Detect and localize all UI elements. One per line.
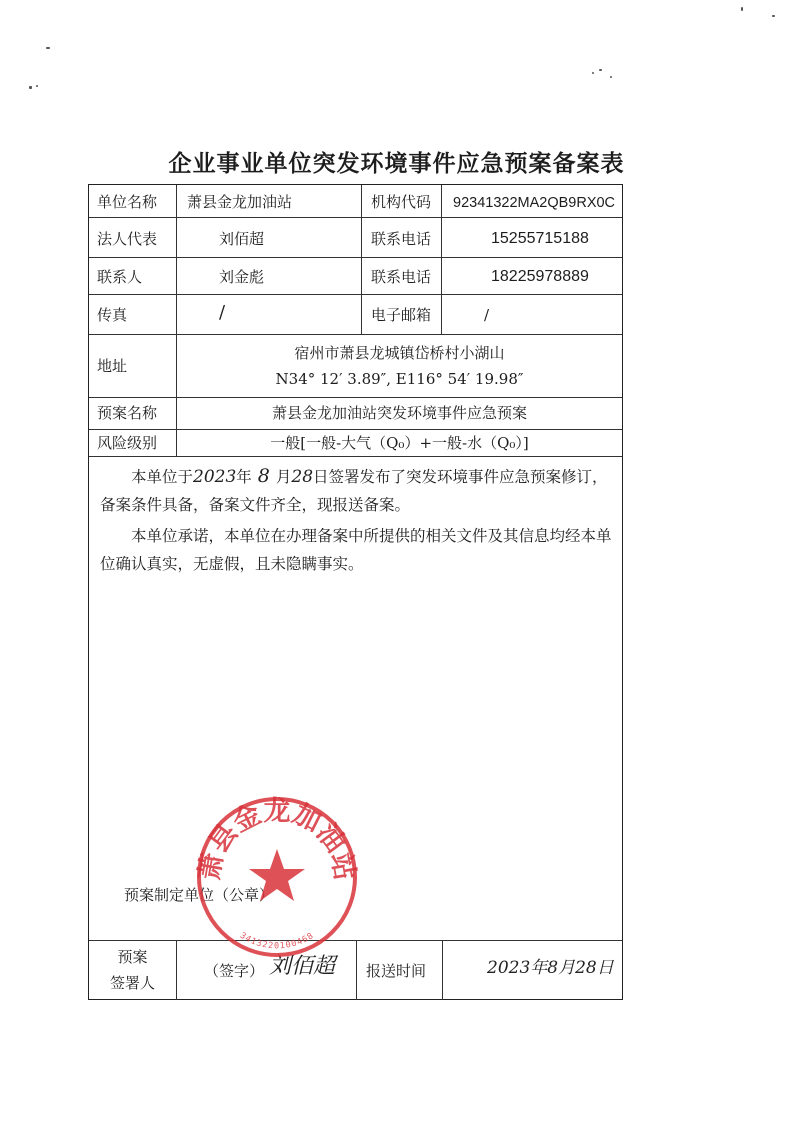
fax-label: 传真: [97, 306, 128, 324]
handwritten-year: 2023: [193, 467, 237, 487]
phone-value-1: 15255715188: [491, 230, 589, 247]
address-label: 地址: [97, 357, 128, 375]
legal-rep-label: 法人代表: [97, 230, 158, 248]
sign-hint: （签字）: [204, 962, 265, 980]
email-value: /: [484, 306, 490, 324]
seal-text: 萧县金龙加油站: [193, 795, 361, 883]
seal-code: 3413220100468: [237, 930, 317, 952]
handwritten-day: 28: [291, 467, 314, 487]
phone-label-2: 联系电话: [371, 268, 432, 286]
report-time-label: 报送时间: [366, 962, 427, 980]
address-line-2: N34° 12′ 3.89″, E116° 54′ 19.98″: [275, 370, 524, 388]
fax-value: /: [219, 302, 226, 323]
phone-label-1: 联系电话: [371, 230, 432, 248]
risk-level-value: 一般[一般-大气（Q₀）+一般-水（Q₀）]: [270, 434, 529, 452]
page-title: 企业事业单位突发环境事件应急预案备案表: [168, 151, 625, 177]
official-seal-stamp: [193, 793, 361, 961]
seal-star-icon: [249, 849, 305, 901]
email-label: 电子邮箱: [371, 306, 432, 324]
report-time-value: 2023年8月28日: [487, 958, 614, 978]
org-code-value: 92341322MA2QB9RX0C: [453, 195, 616, 211]
phone-value-2: 18225978889: [491, 268, 589, 285]
contact-value: 刘金彪: [219, 268, 265, 286]
address-line-1: 宿州市萧县龙城镇岱桥村小湖山: [294, 344, 505, 362]
org-code-label: 机构代码: [371, 193, 432, 211]
statement-paragraph-1: 本单位于2023年 8 月28日签署发布了突发环境事件应急预案修订，备案条件具备，备案文件齐全，现报送备案。: [100, 465, 608, 514]
unit-name-value: 萧县金龙加油站: [187, 193, 293, 211]
signer-label-line-1: 预案: [117, 948, 148, 966]
risk-level-label: 风险级别: [97, 434, 158, 452]
handwritten-month: 8: [257, 465, 270, 487]
plan-name-label: 预案名称: [97, 404, 158, 422]
signer-label-line-2: 签署人: [109, 974, 155, 992]
plan-name-value: 萧县金龙加油站突发环境事件应急预案: [271, 404, 527, 422]
plan-maker-label: 预案制定单位（公章）: [124, 886, 275, 904]
unit-name-label: 单位名称: [97, 193, 158, 211]
statement-paragraph-2: 本单位承诺，本单位在办理备案中所提供的相关文件及其信息均经本单位确认真实，无虚假，且未隐瞒事实。: [100, 527, 612, 573]
handwritten-signature: 刘佰超: [269, 954, 336, 979]
legal-rep-value: 刘佰超: [219, 230, 265, 248]
contact-label: 联系人: [97, 268, 143, 286]
